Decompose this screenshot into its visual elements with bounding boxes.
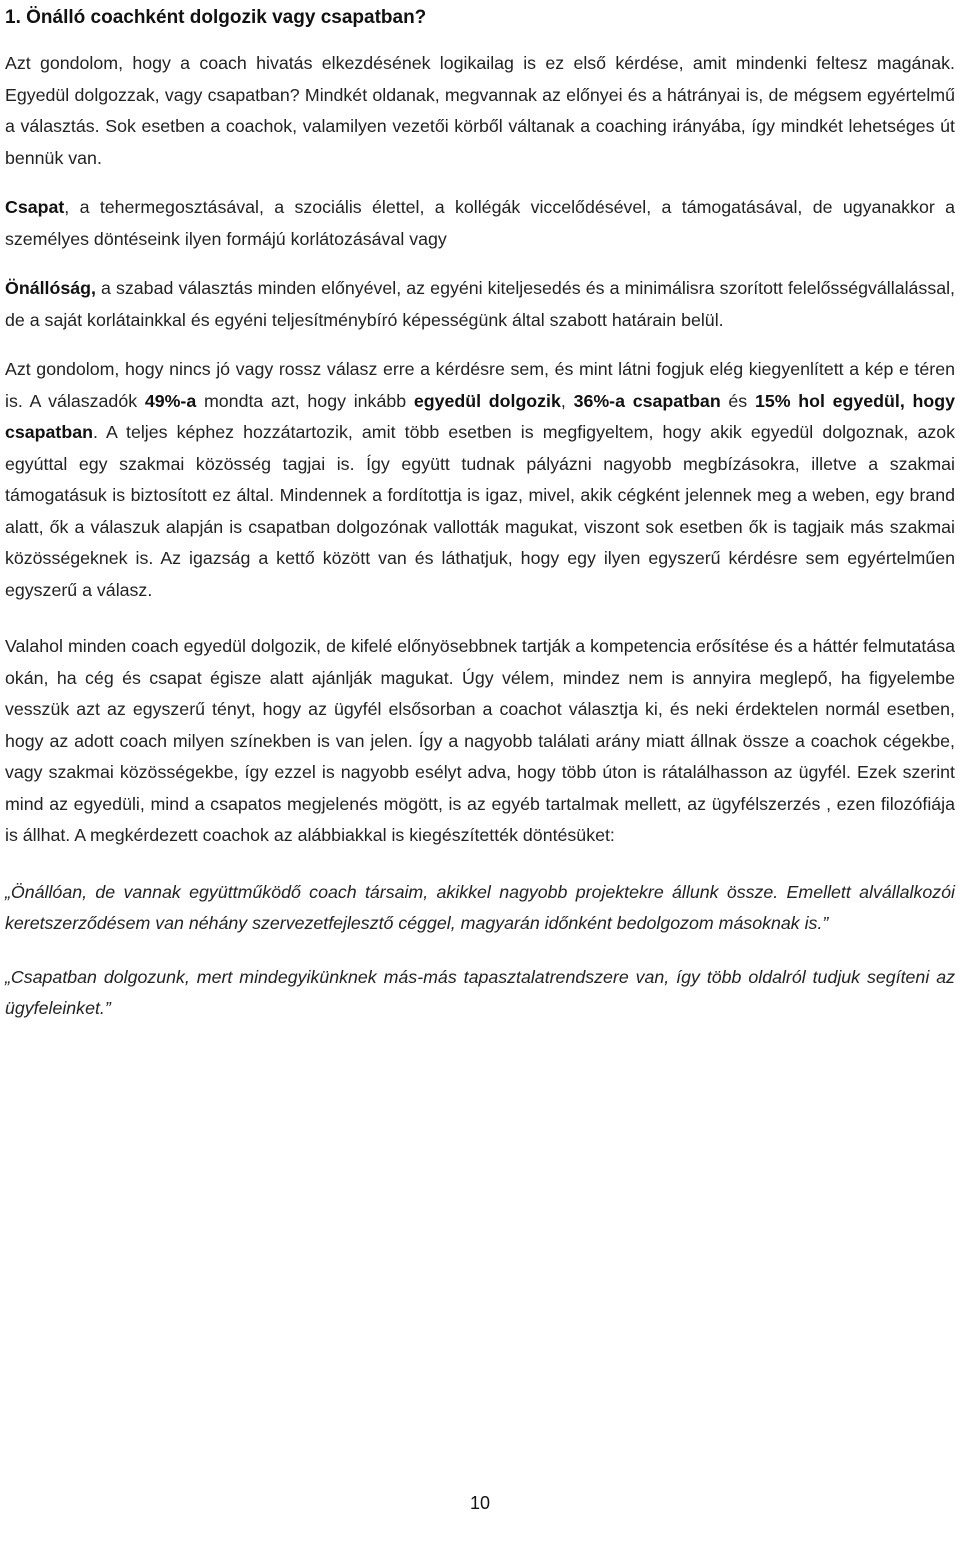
survey-text-1: Azt gondolom, hogy nincs jó vagy rossz válasz erre a kérdésre sem, és mint látni fogjuk elég kiegyenlített a kép e téren is. A válaszadók: [5, 359, 955, 411]
survey-results-paragraph: [5, 354, 955, 606]
coach-quote-1: „Önállóan, de vannak együttműködő coach társaim, akikkel nagyobb projektekre állunk össze. Emellett alvállalkozói keretszerződésem van néhány szervezetfejlesztő céggel, magyarán időnként bedolgozom másoknak is.”: [5, 881, 955, 933]
discussion-paragraph: Valahol minden coach egyedül dolgozik, de kifelé előnyösebbnek tartják a kompetencia erősítése és a háttér felmutatása okán, ha cég és csapat égisze alatt ajánlják magukat. Úgy vélem, mindez nem is annyira meglepő, ha figyelembe vesszük azt az egyszerű tényt, hogy az ügyfél elsősorban a coachot választja ki, és neki érdektelen normál esetben, hogy az adott coach milyen színekben is van jelen. Így a nagyobb találati arány miatt állnak össze a coachok cégekbe, vagy szakmai közösségekbe, így ezzel is nagyobb esélyt adva, hogy több úton is rátalálhasson az ügyfél. Ezek szerint mind az egyedüli, mind a csapatos megjelenés mögött, is az egyéb tartalmak mellett, az ügyfélszerzés , ezen filozófiája is állhat. A megkérdezett coachok az alábbiakkal is kiegészítették döntésüket:: [5, 636, 955, 845]
coach-quote-2: „Csapatban dolgozunk, mert mindegyikünknek más-más tapasztalatrendszere van, így több oldalról tudjuk segíteni az ügyfeleinket.”: [5, 966, 955, 1018]
page-number: 10: [469, 1493, 491, 1513]
survey-text-4: és: [720, 390, 755, 411]
survey-text-5: . A teljes képhez hozzátartozik, amit több esetben is megfigyeltem, hogy akik egyedül dolgoznak, azok egyúttal egy szakmai közösség tagjai is. Így együtt tudnak pályázni nagyobb megbízásokra, illetve a szakmai támogatásuk is biztosított ez által. Mindennek a fordítottja is igaz, mivel, akik cégként jelennek meg a weben, egy brand alatt, ők a válaszuk alapján is csapatban dolgozónak vallották magukat, viszont sok esetben ők is tagjaik más szakmai közösségeknek is. Az igazság a kettő között van és láthatjuk, hogy egy ilyen egyszerű kérdésre sem egyértelműen egyszerű a válasz.: [5, 422, 955, 600]
mixed-percentage: 15% hol egyedül, hogy csapatban: [5, 390, 955, 442]
team-term: Csapat: [5, 197, 65, 217]
solo-percentage: 49%-a: [144, 390, 197, 411]
independence-term: Önállóság,: [5, 278, 96, 298]
independence-paragraph: [5, 273, 955, 336]
team-text: , a tehermegosztásával, a szociális élettel, a kollégák viccelődésével, a támogatásával, de ugyanakkor a személyes döntéseink ilyen formájú korlátozásával vagy: [5, 197, 955, 249]
survey-text-3: ,: [560, 390, 574, 411]
solo-label: egyedül dolgozik: [413, 390, 561, 411]
section-heading: 1. Önálló coachként dolgozik vagy csapatban?: [5, 7, 427, 28]
team-paragraph: [5, 192, 955, 255]
team-percentage: 36%-a csapatban: [573, 390, 721, 411]
independence-text: a szabad választás minden előnyével, az egyéni kiteljesedés és a minimálisra szorított felelősségvállalással, de a saját korlátainkkal és egyéni teljesítménybíró képességünk által szabott határain belül.: [5, 278, 955, 330]
intro-paragraph: Azt gondolom, hogy a coach hivatás elkezdésének logikailag is ez első kérdése, amit mindenki feltesz magának. Egyedül dolgozzak, vagy csapatban? Mindkét oldanak, megvannak az előnyei és a hátrányai is, de mégsem egyértelmű a választás. Sok esetben a coachok, valamilyen vezetői körből váltanak a coaching irányába, így mindkét lehetséges út bennük van.: [5, 53, 955, 168]
survey-text-2: mondta azt, hogy inkább: [196, 390, 414, 411]
